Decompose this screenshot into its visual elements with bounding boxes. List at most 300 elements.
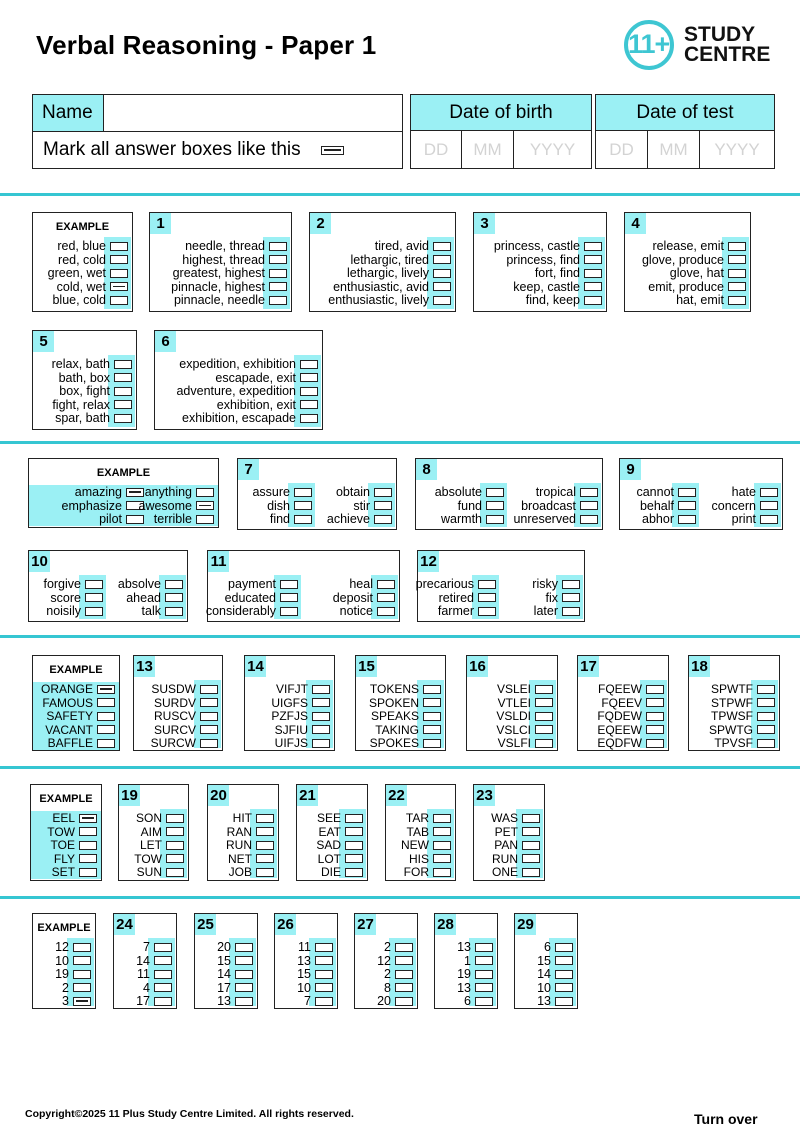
answer-checkbox[interactable] xyxy=(97,712,115,721)
answer-option xyxy=(52,357,132,371)
option-label: adventure, expedition xyxy=(176,384,296,399)
option-label: STPWF xyxy=(711,695,753,710)
answer-checkbox[interactable] xyxy=(269,282,287,291)
answer-option xyxy=(349,577,395,591)
answer-checkbox[interactable] xyxy=(377,607,395,616)
answer-checkbox[interactable] xyxy=(235,997,253,1006)
answer-checkbox[interactable] xyxy=(584,255,602,264)
answer-option xyxy=(206,604,298,618)
answer-checkbox[interactable] xyxy=(256,854,274,863)
question-box xyxy=(28,550,188,622)
answer-checkbox[interactable] xyxy=(110,269,128,278)
answer-checkbox[interactable] xyxy=(73,970,91,979)
answer-checkbox[interactable] xyxy=(235,983,253,992)
answer-checkbox[interactable] xyxy=(165,580,183,589)
answer-checkbox[interactable] xyxy=(294,501,312,510)
answer-checkbox[interactable] xyxy=(562,607,580,616)
answer-checkbox[interactable] xyxy=(154,983,172,992)
answer-checkbox[interactable] xyxy=(395,943,413,952)
answer-option xyxy=(416,577,496,591)
answer-option xyxy=(537,967,573,981)
dot-year-input[interactable]: YYYY xyxy=(699,130,775,169)
answer-option xyxy=(439,591,496,605)
answer-checkbox[interactable] xyxy=(315,983,333,992)
answer-option xyxy=(506,253,602,267)
answer-checkbox[interactable] xyxy=(126,488,144,497)
answer-checkbox[interactable] xyxy=(678,501,696,510)
answer-checkbox[interactable] xyxy=(200,712,218,721)
answer-checkbox[interactable] xyxy=(760,488,778,497)
answer-checkbox[interactable] xyxy=(433,242,451,251)
answer-option xyxy=(333,591,395,605)
answer-checkbox[interactable] xyxy=(646,739,664,748)
option-label: 17 xyxy=(217,980,231,995)
answer-option xyxy=(126,591,183,605)
answer-checkbox[interactable] xyxy=(235,956,253,965)
answer-option xyxy=(401,838,451,852)
question-number: 3 xyxy=(474,213,495,234)
option-label: SUN xyxy=(136,865,162,880)
answer-checkbox[interactable] xyxy=(728,242,746,251)
answer-option xyxy=(217,994,253,1008)
option-label: broadcast xyxy=(521,498,576,513)
option-label: emit, produce xyxy=(648,279,724,294)
answer-checkbox[interactable] xyxy=(486,501,504,510)
answer-checkbox[interactable] xyxy=(433,841,451,850)
answer-checkbox[interactable] xyxy=(580,515,598,524)
answer-option xyxy=(375,239,451,253)
question-box xyxy=(688,655,780,751)
answer-checkbox[interactable] xyxy=(280,580,298,589)
answer-option xyxy=(369,696,441,710)
option-label: notice xyxy=(339,604,373,619)
answer-option xyxy=(537,994,573,1008)
answer-checkbox[interactable] xyxy=(584,242,602,251)
answer-checkbox[interactable] xyxy=(433,255,451,264)
answer-checkbox[interactable] xyxy=(166,868,184,877)
example-label: EXAMPLE xyxy=(49,664,103,676)
answer-option xyxy=(43,577,103,591)
answer-checkbox[interactable] xyxy=(300,414,318,423)
answer-checkbox[interactable] xyxy=(584,296,602,305)
answer-checkbox[interactable] xyxy=(300,387,318,396)
answer-checkbox[interactable] xyxy=(345,827,363,836)
answer-checkbox[interactable] xyxy=(475,997,493,1006)
option-label: talk xyxy=(141,604,161,619)
answer-checkbox[interactable] xyxy=(377,593,395,602)
answer-checkbox[interactable] xyxy=(166,854,184,863)
answer-checkbox[interactable] xyxy=(294,515,312,524)
answer-checkbox[interactable] xyxy=(345,841,363,850)
answer-checkbox[interactable] xyxy=(196,515,214,524)
answer-option xyxy=(52,865,97,879)
dot-month-input[interactable]: MM xyxy=(647,130,700,169)
answer-checkbox[interactable] xyxy=(256,868,274,877)
answer-checkbox[interactable] xyxy=(522,814,540,823)
answer-option xyxy=(297,967,333,981)
answer-checkbox[interactable] xyxy=(433,827,451,836)
answer-checkbox[interactable] xyxy=(79,841,97,850)
answer-checkbox[interactable] xyxy=(97,685,115,694)
answer-checkbox[interactable] xyxy=(312,685,330,694)
answer-checkbox[interactable] xyxy=(73,956,91,965)
answer-checkbox[interactable] xyxy=(522,827,540,836)
option-label: ahead xyxy=(126,590,161,605)
option-label: fund xyxy=(457,498,482,513)
answer-checkbox[interactable] xyxy=(555,970,573,979)
question-number: 8 xyxy=(416,459,437,480)
answer-checkbox[interactable] xyxy=(757,725,775,734)
answer-checkbox[interactable] xyxy=(165,593,183,602)
option-label: TPVSF xyxy=(714,736,753,751)
option-label: BAFFLE xyxy=(47,736,93,751)
answer-checkbox[interactable] xyxy=(535,685,553,694)
answer-checkbox[interactable] xyxy=(110,242,128,251)
answer-checkbox[interactable] xyxy=(280,593,298,602)
answer-option xyxy=(45,723,115,737)
answer-checkbox[interactable] xyxy=(555,997,573,1006)
answer-checkbox[interactable] xyxy=(114,400,132,409)
answer-checkbox[interactable] xyxy=(312,698,330,707)
answer-checkbox[interactable] xyxy=(126,515,144,524)
answer-checkbox[interactable] xyxy=(728,269,746,278)
answer-option xyxy=(62,499,144,513)
answer-checkbox[interactable] xyxy=(269,255,287,264)
answer-option xyxy=(457,981,493,995)
answer-option xyxy=(597,723,664,737)
answer-option xyxy=(370,682,441,696)
option-label: 14 xyxy=(537,967,551,982)
answer-option xyxy=(537,981,573,995)
answer-option xyxy=(154,696,218,710)
answer-option xyxy=(498,736,553,750)
answer-checkbox[interactable] xyxy=(196,488,214,497)
answer-checkbox[interactable] xyxy=(584,269,602,278)
answer-option xyxy=(676,293,746,307)
answer-checkbox[interactable] xyxy=(522,854,540,863)
answer-checkbox[interactable] xyxy=(475,970,493,979)
answer-checkbox[interactable] xyxy=(79,827,97,836)
answer-checkbox[interactable] xyxy=(562,580,580,589)
answer-checkbox[interactable] xyxy=(345,868,363,877)
answer-checkbox[interactable] xyxy=(555,956,573,965)
answer-option xyxy=(597,736,664,750)
answer-checkbox[interactable] xyxy=(110,296,128,305)
answer-checkbox[interactable] xyxy=(423,739,441,748)
answer-checkbox[interactable] xyxy=(535,712,553,721)
option-label: NET xyxy=(228,851,252,866)
option-label: SET xyxy=(51,865,75,880)
answer-option xyxy=(59,371,132,385)
answer-checkbox[interactable] xyxy=(757,698,775,707)
section-divider xyxy=(0,766,800,769)
option-label: TOW xyxy=(47,824,75,839)
answer-checkbox[interactable] xyxy=(256,827,274,836)
option-label: absolve xyxy=(117,577,161,591)
answer-option xyxy=(464,954,493,968)
answer-option xyxy=(492,865,540,879)
answer-checkbox[interactable] xyxy=(555,983,573,992)
answer-checkbox[interactable] xyxy=(269,242,287,251)
answer-option xyxy=(136,994,172,1008)
answer-option xyxy=(457,940,493,954)
question-box xyxy=(624,212,751,312)
answer-checkbox[interactable] xyxy=(196,501,214,510)
question-number: 24 xyxy=(114,914,135,935)
option-label: SURCV xyxy=(153,722,196,737)
answer-checkbox[interactable] xyxy=(522,868,540,877)
answer-checkbox[interactable] xyxy=(154,997,172,1006)
example-box xyxy=(28,458,219,528)
example-label: EXAMPLE xyxy=(55,221,110,233)
dob-year-input[interactable]: YYYY xyxy=(513,130,592,169)
answer-option xyxy=(601,696,664,710)
answer-checkbox[interactable] xyxy=(535,739,553,748)
option-label: 14 xyxy=(136,953,150,968)
option-label: red, blue xyxy=(57,239,106,253)
answer-checkbox[interactable] xyxy=(110,282,128,291)
answer-checkbox[interactable] xyxy=(235,943,253,952)
answer-checkbox[interactable] xyxy=(315,997,333,1006)
answer-checkbox[interactable] xyxy=(312,739,330,748)
answer-checkbox[interactable] xyxy=(395,956,413,965)
answer-checkbox[interactable] xyxy=(423,685,441,694)
answer-checkbox[interactable] xyxy=(345,854,363,863)
answer-checkbox[interactable] xyxy=(535,698,553,707)
answer-option xyxy=(435,485,504,499)
answer-checkbox[interactable] xyxy=(200,725,218,734)
answer-checkbox[interactable] xyxy=(433,854,451,863)
answer-checkbox[interactable] xyxy=(79,854,97,863)
answer-checkbox[interactable] xyxy=(678,515,696,524)
answer-option xyxy=(136,954,172,968)
option-label: PZFJS xyxy=(271,709,308,724)
option-label: heal xyxy=(349,577,373,591)
option-label: 15 xyxy=(537,953,551,968)
option-label: RUN xyxy=(226,838,252,853)
answer-checkbox[interactable] xyxy=(79,814,97,823)
answer-checkbox[interactable] xyxy=(374,515,392,524)
option-label: assure xyxy=(252,485,290,499)
answer-option xyxy=(143,981,172,995)
answer-checkbox[interactable] xyxy=(269,296,287,305)
answer-option xyxy=(375,723,441,737)
answer-option xyxy=(173,266,287,280)
answer-checkbox[interactable] xyxy=(757,685,775,694)
answer-option xyxy=(42,696,115,710)
answer-option xyxy=(233,811,274,825)
answer-checkbox[interactable] xyxy=(73,943,91,952)
answer-checkbox[interactable] xyxy=(760,501,778,510)
answer-option xyxy=(457,967,493,981)
option-label: glove, produce xyxy=(641,252,724,267)
answer-checkbox[interactable] xyxy=(377,580,395,589)
name-input[interactable] xyxy=(103,94,403,132)
option-label: unreserved xyxy=(513,512,576,527)
answer-option xyxy=(377,994,413,1008)
answer-checkbox[interactable] xyxy=(728,296,746,305)
answer-checkbox[interactable] xyxy=(166,814,184,823)
answer-option xyxy=(46,709,115,723)
answer-checkbox[interactable] xyxy=(395,997,413,1006)
answer-checkbox[interactable] xyxy=(256,814,274,823)
answer-option xyxy=(384,981,413,995)
answer-checkbox[interactable] xyxy=(433,269,451,278)
answer-checkbox[interactable] xyxy=(165,607,183,616)
question-number: 21 xyxy=(297,785,318,806)
answer-checkbox[interactable] xyxy=(374,501,392,510)
answer-checkbox[interactable] xyxy=(478,593,496,602)
answer-checkbox[interactable] xyxy=(300,400,318,409)
section-divider xyxy=(0,441,800,444)
answer-checkbox[interactable] xyxy=(200,739,218,748)
answer-checkbox[interactable] xyxy=(315,970,333,979)
answer-checkbox[interactable] xyxy=(256,841,274,850)
section-divider xyxy=(0,193,800,196)
answer-checkbox[interactable] xyxy=(757,712,775,721)
dot-day-input[interactable]: DD xyxy=(595,130,648,169)
answer-checkbox[interactable] xyxy=(300,373,318,382)
dob-month-input[interactable]: MM xyxy=(461,130,514,169)
option-label: SURCW xyxy=(150,736,196,751)
answer-option xyxy=(492,852,540,866)
option-label: SJFIU xyxy=(274,722,308,737)
answer-checkbox[interactable] xyxy=(433,814,451,823)
answer-checkbox[interactable] xyxy=(646,725,664,734)
option-label: precarious xyxy=(415,577,474,591)
answer-checkbox[interactable] xyxy=(374,488,392,497)
answer-checkbox[interactable] xyxy=(97,725,115,734)
answer-checkbox[interactable] xyxy=(478,607,496,616)
answer-option xyxy=(217,981,253,995)
answer-checkbox[interactable] xyxy=(97,739,115,748)
answer-checkbox[interactable] xyxy=(646,685,664,694)
name-label: Name xyxy=(32,94,104,132)
answer-checkbox[interactable] xyxy=(475,983,493,992)
answer-checkbox[interactable] xyxy=(584,282,602,291)
option-label: 3 xyxy=(62,994,69,1009)
answer-checkbox[interactable] xyxy=(760,515,778,524)
option-label: hat, emit xyxy=(676,293,724,308)
answer-checkbox[interactable] xyxy=(97,698,115,707)
answer-checkbox[interactable] xyxy=(562,593,580,602)
answer-checkbox[interactable] xyxy=(522,841,540,850)
marked-box-sample xyxy=(321,146,344,155)
answer-checkbox[interactable] xyxy=(73,983,91,992)
option-label: RUSCV xyxy=(153,709,196,724)
answer-checkbox[interactable] xyxy=(728,282,746,291)
answer-checkbox[interactable] xyxy=(580,501,598,510)
answer-checkbox[interactable] xyxy=(535,725,553,734)
answer-option xyxy=(652,239,746,253)
answer-checkbox[interactable] xyxy=(166,841,184,850)
answer-option xyxy=(371,709,441,723)
answer-checkbox[interactable] xyxy=(646,712,664,721)
answer-checkbox[interactable] xyxy=(269,269,287,278)
answer-checkbox[interactable] xyxy=(646,698,664,707)
option-label: pinnacle, highest xyxy=(171,279,265,294)
answer-checkbox[interactable] xyxy=(486,488,504,497)
answer-checkbox[interactable] xyxy=(300,360,318,369)
answer-checkbox[interactable] xyxy=(678,488,696,497)
answer-checkbox[interactable] xyxy=(475,956,493,965)
answer-checkbox[interactable] xyxy=(114,387,132,396)
answer-checkbox[interactable] xyxy=(580,488,598,497)
answer-checkbox[interactable] xyxy=(114,414,132,423)
option-label: anything xyxy=(144,485,192,499)
option-label: NEW xyxy=(401,838,429,853)
answer-checkbox[interactable] xyxy=(315,943,333,952)
option-label: 19 xyxy=(457,967,471,982)
answer-checkbox[interactable] xyxy=(423,712,441,721)
answer-checkbox[interactable] xyxy=(200,685,218,694)
answer-checkbox[interactable] xyxy=(312,725,330,734)
answer-checkbox[interactable] xyxy=(79,868,97,877)
option-label: behalf xyxy=(639,498,674,513)
answer-checkbox[interactable] xyxy=(728,255,746,264)
answer-checkbox[interactable] xyxy=(433,282,451,291)
answer-checkbox[interactable] xyxy=(200,698,218,707)
answer-checkbox[interactable] xyxy=(154,943,172,952)
answer-checkbox[interactable] xyxy=(73,997,91,1006)
option-label: keep, castle xyxy=(513,279,580,294)
option-label: noisily xyxy=(46,604,81,619)
answer-checkbox[interactable] xyxy=(85,607,103,616)
dob-day-input[interactable]: DD xyxy=(410,130,462,169)
option-label: VSLEI xyxy=(496,682,531,696)
page-title: Verbal Reasoning - Paper 1 xyxy=(36,30,377,60)
example-box xyxy=(32,655,120,751)
answer-checkbox[interactable] xyxy=(235,970,253,979)
answer-checkbox[interactable] xyxy=(85,593,103,602)
answer-checkbox[interactable] xyxy=(475,943,493,952)
answer-option xyxy=(409,852,451,866)
question-number: 28 xyxy=(435,914,456,935)
option-label: absolute xyxy=(434,485,482,499)
answer-checkbox[interactable] xyxy=(433,296,451,305)
answer-checkbox[interactable] xyxy=(478,580,496,589)
question-number: 22 xyxy=(386,785,407,806)
question-box xyxy=(118,784,189,881)
answer-checkbox[interactable] xyxy=(423,725,441,734)
answer-checkbox[interactable] xyxy=(114,360,132,369)
answer-checkbox[interactable] xyxy=(433,868,451,877)
answer-checkbox[interactable] xyxy=(312,712,330,721)
answer-checkbox[interactable] xyxy=(555,943,573,952)
answer-checkbox[interactable] xyxy=(154,956,172,965)
answer-checkbox[interactable] xyxy=(294,488,312,497)
answer-checkbox[interactable] xyxy=(114,373,132,382)
answer-checkbox[interactable] xyxy=(486,515,504,524)
answer-checkbox[interactable] xyxy=(757,739,775,748)
answer-checkbox[interactable] xyxy=(280,607,298,616)
answer-checkbox[interactable] xyxy=(166,827,184,836)
answer-checkbox[interactable] xyxy=(110,255,128,264)
answer-checkbox[interactable] xyxy=(345,814,363,823)
option-label: TAR xyxy=(405,811,429,825)
answer-checkbox[interactable] xyxy=(154,970,172,979)
answer-checkbox[interactable] xyxy=(315,956,333,965)
option-label: HIT xyxy=(232,811,252,825)
answer-option xyxy=(137,967,172,981)
answer-checkbox[interactable] xyxy=(423,698,441,707)
answer-checkbox[interactable] xyxy=(85,580,103,589)
answer-checkbox[interactable] xyxy=(395,970,413,979)
answer-option xyxy=(139,499,215,513)
answer-option xyxy=(304,994,333,1008)
answer-checkbox[interactable] xyxy=(395,983,413,992)
option-label: tired, avid xyxy=(374,239,429,253)
